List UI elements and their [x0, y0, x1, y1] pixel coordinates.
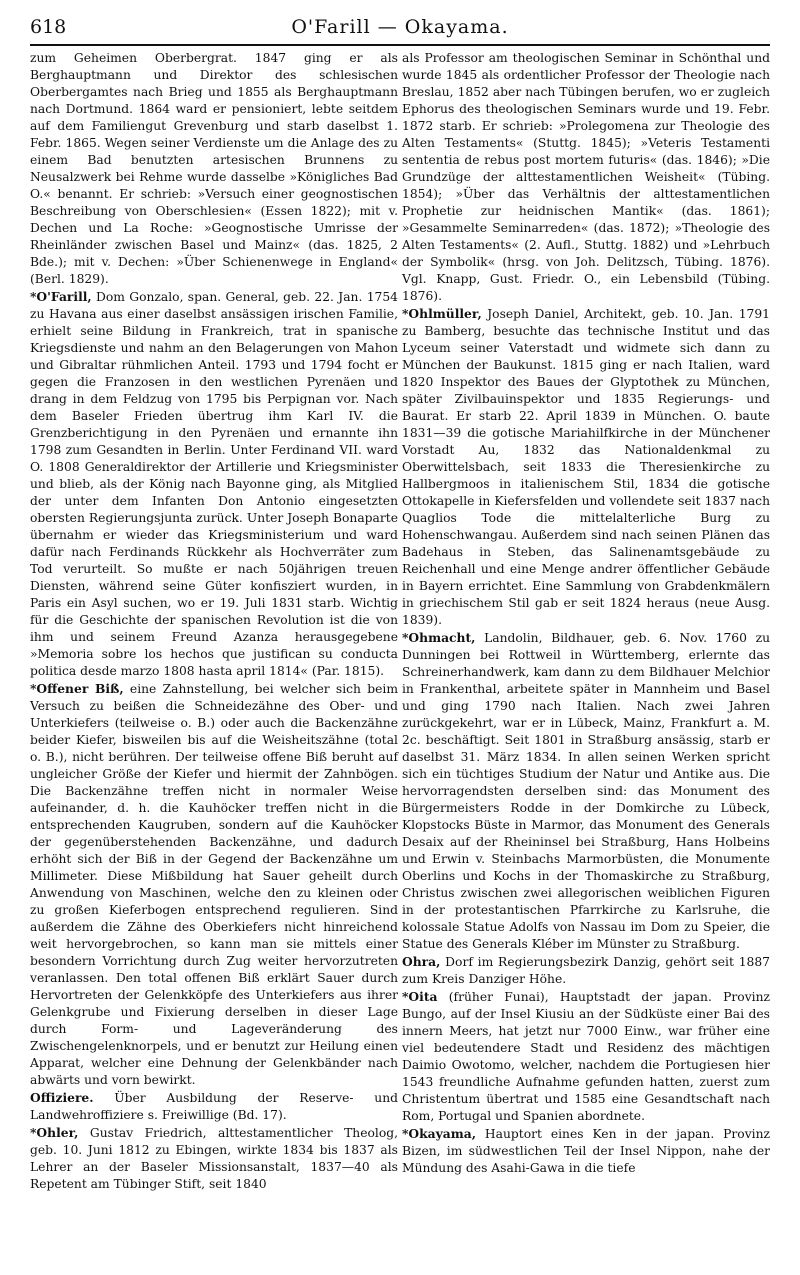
headword: *Ohler,: [30, 1125, 79, 1140]
entry-ohra: Ohra, Dorf im Regierungsbezirk Danzig, gehört seit 1887 zum Kreis Danziger Höhe.: [402, 954, 770, 986]
headword: *O'Farill,: [30, 289, 92, 304]
entry-okayama: *Okayama, Hauptort eines Ken in der japan. Provinz Bizen, im südwestlichen Teil der Insel Nippon, nahe der Mündung des Asahi-Gawa in die tiefe: [402, 1126, 770, 1175]
entry-ohler: *Ohler, Gustav Friedrich, alttestamentlicher Theolog, geb. 10. Juni 1812 zu Ebingen, wirkte 1834 bis 1837 als Lehrer an der Baseler Missionsanstalt, 1837—40 als Repetent am Tübinger Stift, seit 1840: [30, 1125, 398, 1191]
headword: Offiziere.: [30, 1090, 94, 1105]
left-column: [30, 50, 398, 1193]
entry-ohmacht: *Ohmacht, Landolin, Bildhauer, geb. 6. Nov. 1760 zu Dunningen bei Rottweil in Württemberg, erlernte das Schreinerhandwerk, kam dann zu dem Bildhauer Melchior in Frankenthal, arbeitete später in Mannheim und Basel und ging 1790 nach Italien. Nach zwei Jahren zurückgekehrt, war er in Lübeck, Mainz, Frankfurt a. M. 2c. beschäftigt. Seit 1801 in Straßburg ansässig, starb er daselbst 31. März 1834. In allen seinen Werken spricht sich ein tüchtiges Studium der Natur und Antike aus. Die hervorragendsten derselben sind: das Monument des Bürgermeisters Rodde in der Domkirche zu Lübeck, Klopstocks Büste in Marmor, das Monument des Generals Desaix auf der Rheininsel bei Straßburg, Hans Holbeins und Erwin v. Steinbachs Marmorbüsten, die Monumente Oberlins und Kochs in der Thomaskirche zu Straßburg, Christus zwischen zwei allegorischen weiblichen Figuren in der protestantischen Pfarrkirche zu Karlsruhe, die kolossale Statue Adolfs von Nassau im Dom zu Speier, die Statue des Generals Kléber im Münster zu Straßburg.: [402, 630, 770, 951]
entry-offener-biss: *Offener Biß, eine Zahnstellung, bei welcher sich beim Versuch zu beißen die Schneidezähne des Ober- und Unterkiefers (teilweise o. B.) oder auch die Backenzähne beider Kiefer, bisweilen bis auf die Weisheitszähne (total o. B.), nicht berühren. Der teilweise offene Biß beruht auf ungleicher Größe der Kiefer und hiermit der Zahnbögen. Die Backenzähne treffen nicht in normaler Weise aufeinander, d. h. die Kauhöcker treffen nicht in die entsprechenden Kaugruben, sondern auf die Kauhöcker der gegenüberstehenden Backenzähne, und dadurch erhöht sich der Biß in der Gegend der Backenzähne um Millimeter. Diese Mißbildung hat Sauer geheilt durch Anwendung von Maschinen, welche den zu kleinen oder zu großen Kieferbogen entsprechend regulieren. Sind außerdem die Zähne des Oberkiefers nicht hinreichend weit hervorgebrochen, so kann man sie mittels einer besondern Vorrichtung durch Zug weiter hervorzutreten veranlassen. Den total offenen Biß erklärt Sauer durch Hervortreten der Gelenkköpfe des Unterkiefers aus ihrer Gelenkgrube und Fixierung derselben in dieser Lage durch Form- und Lageveränderung des Zwischengelenknorpels, und er benutzt zur Heilung einen Apparat, welcher eine Dehnung der Gelenkbänder nach abwärts und vorn bewirkt.: [30, 681, 398, 1087]
entry-continuation: als Professor am theologischen Seminar in Schönthal und wurde 1845 als ordentlicher Professor der Theologie nach Breslau, 1852 aber nach Tübingen berufen, wo er zugleich Ephorus des theologischen Seminars wurde und 19. Febr. 1872 starb. Er schrieb: »Prolegomena zur Theologie des Alten Testaments« (Stuttg. 1845); »Veteris Testamenti sententia de rebus post mortem futuris« (das. 1846); »Die Grundzüge der alttestamentlichen Weisheit« (Tübing. 1854); »Über das Verhältnis der alttestamentlichen Prophetie zur heidnischen Mantik« (das. 1861); »Gesammelte Seminarreden« (das. 1872); »Theologie des Alten Testaments« (2. Aufl., Stuttg. 1882) und »Lehrbuch der Symbolik« (hrsg. von Joh. Delitzsch, Tübing. 1876). Vgl. Knapp, Gust. Friedr. O., ein Lebensbild (Tübing. 1876).: [402, 51, 770, 303]
entry-ohlmueller: *Ohlmüller, Joseph Daniel, Architekt, geb. 10. Jan. 1791 zu Bamberg, besuchte das technische Institut und das Lyceum seiner Vaterstadt und widmete sich dann zu München der Baukunst. 1815 ging er nach Italien, ward 1820 Inspektor des Baues der Glyptothek zu München, später Zivilbauinspektor und 1835 Regierungs- und Baurat. Er starb 22. April 1839 in München. O. baute 1831—39 die gotische Mariahilfkirche in der Münchener Vorstadt Au, 1832 das Nationaldenkmal zu Oberwittelsbach, seit 1833 die Theresienkirche zu Hallbergmoos in italienischem Stil, 1834 die gotische Ottokapelle in Kiefersfelden und vollendete seit 1837 nach Quaglios Tode die mittelalterliche Burg zu Hohenschwangau. Außerdem sind nach seinen Plänen das Badehaus in Steben, das Salinenamtsgebäude zu Reichenhall und eine Menge andrer öffentlicher Gebäude in Bayern errichtet. Eine Sammlung von Grabdenkmälern in griechischem Stil gab er seit 1824 heraus (neue Ausg. 1839).: [402, 306, 770, 627]
headword: *Ohlmüller,: [402, 306, 482, 321]
entry-ofarill: *O'Farill, Dom Gonzalo, span. General, geb. 22. Jan. 1754 zu Havana aus einer daselbst ansässigen irischen Familie, erhielt seine Bildung in Frankreich, trat in spanische Kriegsdienste und nahm an den Belagerungen von Mahon und Gibraltar rühmlichen Anteil. 1793 und 1794 focht er gegen die Franzosen in den westlichen Pyrenäen und drang in dem Feldzug von 1795 bis Perpignan vor. Nach dem Baseler Frieden übertrug ihm Karl IV. die Grenzberichtigung in den Pyrenäen und ernannte ihn 1798 zum Gesandten in Berlin. Unter Ferdinand VII. ward O. 1808 Generaldirektor der Artillerie und Kriegsminister und blieb, als der König nach Bayonne ging, als Mitglied der unter dem Infanten Don Antonio eingesetzten obersten Regierungsjunta zurück. Unter Joseph Bonaparte übernahm er wieder das Kriegsministerium und ward dafür nach Ferdinands Rückkehr als Hochverräter zum Tod verurteilt. So mußte er nach 50jährigen treuen Diensten, während seine Güter konfisziert wurden, in Paris ein Asyl suchen, wo er 19. Juli 1831 starb. Wichtig für die Geschichte der spanischen Revolution ist die von ihm und seinem Freund Azanza herausgegebene »Memoria sobre los hechos que justifican su conducta politica desde marzo 1808 hasta april 1814« (Par. 1815).: [30, 289, 398, 678]
entry-offiziere: Offiziere. Über Ausbildung der Reserve- und Landwehroffiziere s. Freiwillige (Bd. 17).: [30, 1090, 398, 1122]
entry-oita: *Oita (früher Funai), Hauptstadt der japan. Provinz Bungo, auf der Insel Kiusiu an der Südküste einer Bai des innern Meers, hat jetzt nur 7000 Einw., war früher eine viel bedeutendere Stadt und Residenz des mächtigen Daimio Owotomo, welcher, nachdem die Portugiesen hier 1543 freundliche Aufnahme gefunden hatten, zuerst zum Christentum übertrat und 1585 eine Gesandtschaft nach Rom, Portugal und Spanien abordnete.: [402, 989, 770, 1123]
headword: Ohra,: [402, 954, 441, 969]
headword: *Okayama,: [402, 1126, 477, 1141]
page-header: [30, 16, 770, 46]
headword: *Oita: [402, 989, 438, 1004]
running-head: O'Farill — Okayama.: [291, 16, 509, 38]
page-number: 618: [30, 16, 67, 38]
headword: *Offener Biß,: [30, 681, 124, 696]
right-column: [402, 50, 770, 1177]
entry-continuation: zum Geheimen Oberbergrat. 1847 ging er als Berghauptmann und Direktor des schlesischen Oberbergamtes nach Brieg und 1855 als Berghauptmann nach Dortmund. 1864 ward er pensioniert, lebte seitdem auf dem Familiengut Grevenburg und starb daselbst 1. Febr. 1865. Wegen seiner Verdienste um die Anlage des zu einem Bad benutzten artesischen Brunnens zu Neusalzwerk bei Rehme wurde dasselbe »Königliches Bad O.« benannt. Er schrieb: »Versuch einer geognostischen Beschreibung von Oberschlesien« (Essen 1822); mit v. Dechen und La Roche: »Geognostische Umrisse der Rheinländer zwischen Basel und Mainz« (das. 1825, 2 Bde.); mit v. Dechen: »Über Schienenwege in England« (Berl. 1829).: [30, 51, 398, 286]
headword: *Ohmacht,: [402, 630, 476, 645]
